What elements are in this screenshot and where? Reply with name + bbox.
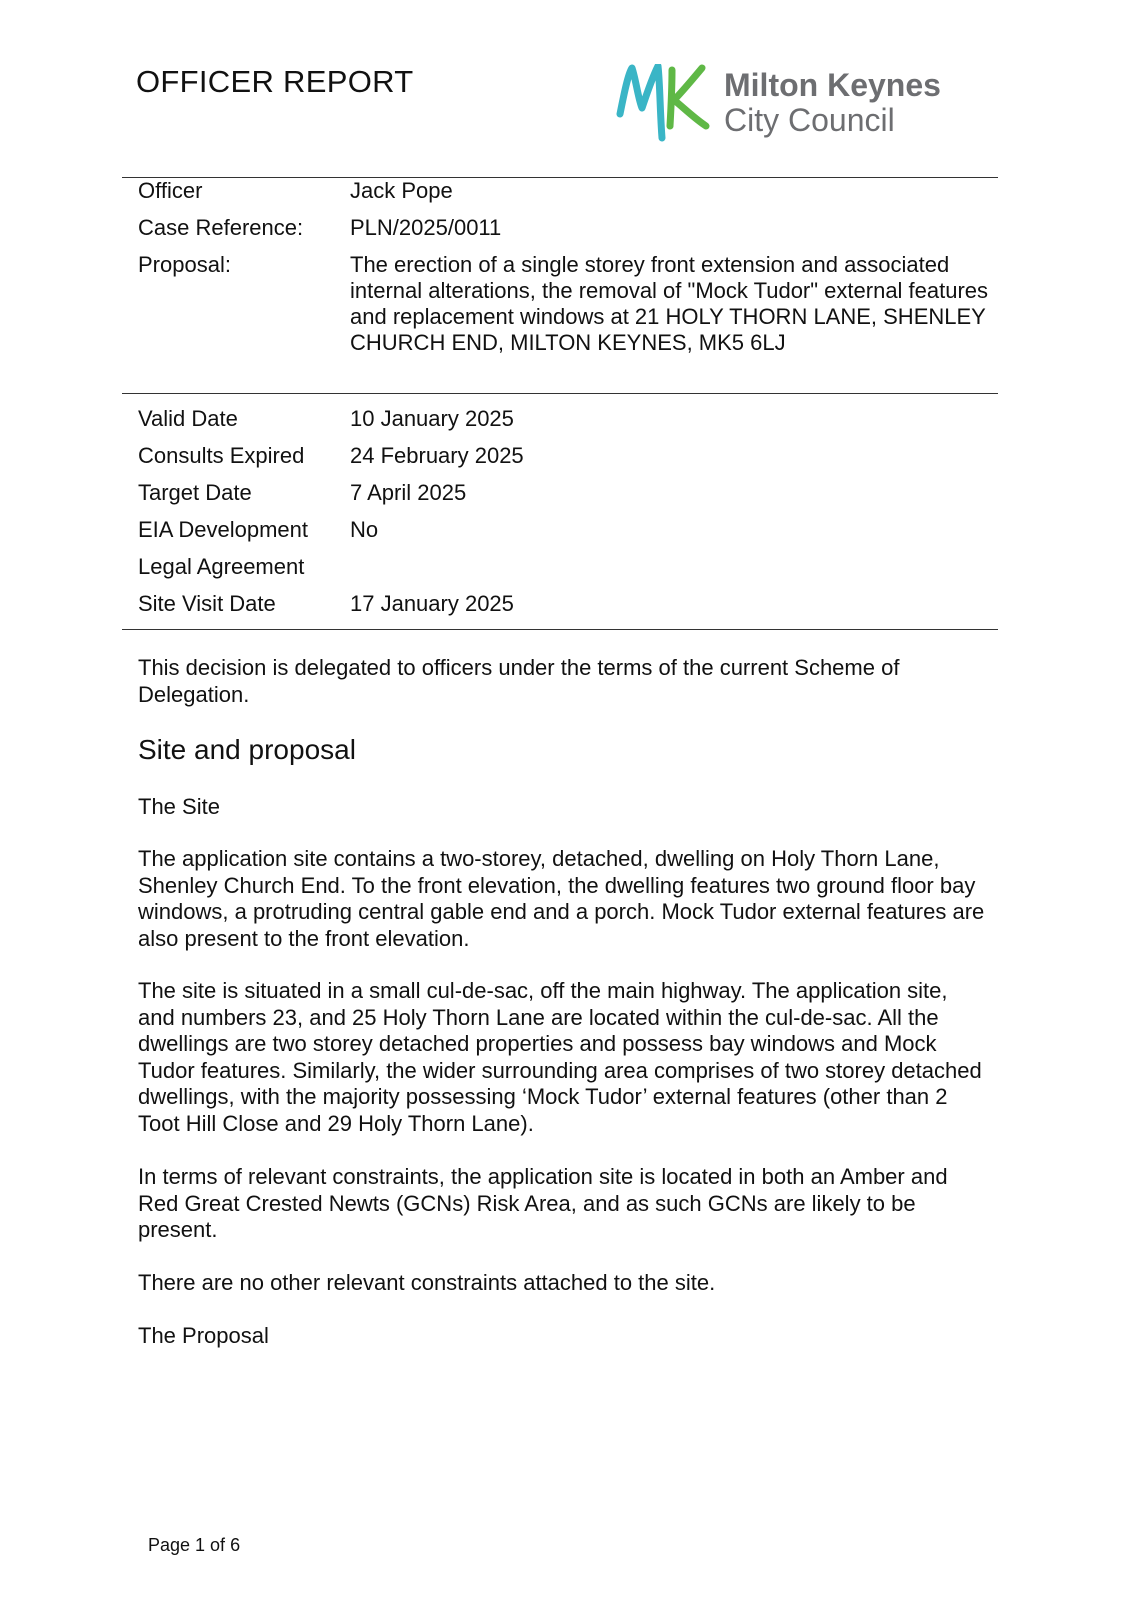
detail-value: 10 January 2025 [350,406,514,431]
detail-value: Jack Pope [350,178,453,203]
detail-value: No [350,517,379,542]
detail-value: The erection of a single storey front extension and associated internal alterations, the removal of "Mock Tudor" external features and replacement windows at 21 HOLY THORN LANE, SHENLEY CHURCH END, MILTON KEYNES, MK5 6LJ [350,252,989,355]
site-paragraph-1: The application site contains a two-storey, detached, dwelling on Holy Thorn Lane, Shenley Church End. To the front elevation, the dwelling features two ground floor bay windows, a protruding central gable end and a porch. Mock Tudor external features are also present to the front elevation. [138,846,985,951]
detail-label: Proposal: [138,252,231,277]
page-number: Page 1 of 6 [148,1535,241,1555]
site-paragraph-2: The site is situated in a small cul-de-sac, off the main highway. The application site, and numbers 23, and 25 Holy Thorn Lane are located within the cul-de-sac. All the dwellings are two storey detached properties and possess bay windows and Mock Tudor features. Similarly, the wider surrounding area comprises of two storey detached dwellings, with the majority possessing ‘Mock Tudor’ external features (other than 2 Toot Hill Close and 29 Holy Thorn Lane). [138,978,982,1136]
mk-logo-icon [616,64,712,144]
detail-label: Valid Date [138,406,238,431]
council-logo [616,64,986,144]
detail-value: 7 April 2025 [350,480,467,505]
site-paragraph-3: In terms of relevant constraints, the application site is located in both an Amber and Red Great Crested Newts (GCNs) Risk Area, and as such GCNs are likely to be present. [138,1164,948,1242]
section-heading: Site and proposal [138,734,356,765]
logo-line-1: Milton Keynes [724,67,941,103]
document-title: OFFICER REPORT [136,64,414,99]
detail-label: Officer [138,178,203,203]
detail-label: Legal Agreement [138,554,305,579]
logo-line-2: City Council [724,102,895,138]
delegation-note: This decision is delegated to officers under the terms of the current Scheme of Delegation. [138,655,900,707]
detail-value: 17 January 2025 [350,591,514,616]
detail-value: 24 February 2025 [350,443,524,468]
detail-value: PLN/2025/0011 [350,215,502,240]
bottom-divider [122,629,998,630]
detail-label: Case Reference: [138,215,304,240]
site-paragraph-4: There are no other relevant constraints attached to the site. [138,1270,716,1295]
middle-divider [122,393,998,394]
site-subheading: The Site [138,794,220,819]
detail-label: Target Date [138,480,252,505]
detail-label: Consults Expired [138,443,305,468]
detail-label: Site Visit Date [138,591,276,616]
detail-label: EIA Development [138,517,308,542]
proposal-subheading: The Proposal [138,1323,269,1348]
logo-wordmark [724,68,941,138]
